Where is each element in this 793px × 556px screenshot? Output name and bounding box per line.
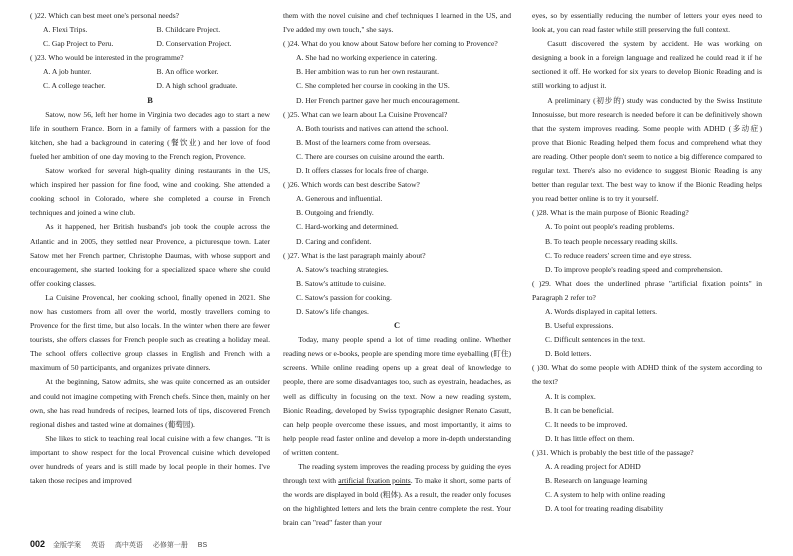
passage-b-paragraph: Satow worked for several high-quality dining restaurants in the US, which inspired her passion for fine food, wine and cooking. She attended a cooking school in Colorado, where she completed a course in French techniques and joined a wine club. xyxy=(30,166,270,218)
page-number: 002 xyxy=(30,539,46,549)
footer-edition: BS xyxy=(197,542,208,549)
option-b[interactable]: B. Satow's attitude to cuisine. xyxy=(296,278,386,288)
option-b[interactable]: B. To teach people necessary reading skills. xyxy=(545,236,678,246)
option-c[interactable]: C. Hard-working and determined. xyxy=(296,222,399,232)
option-b[interactable]: B. Research on language learning xyxy=(545,476,648,486)
passage-c-paragraph: Casutt discovered the system by accident. He was working on designing a book in a foreign language and realized he could read it if he sectioned it off. He worked for six years to develop Bionic Reading and is still working to adjust it. xyxy=(532,39,762,91)
question-22-options-row2 xyxy=(30,37,270,51)
option-c[interactable]: C. There are courses on cuisine around the earth. xyxy=(296,151,445,161)
passage-c-paragraph: A preliminary (初步的) study was conducted by the Swiss Institute Innosuisse, but more research is needed before it can be definitively shown that the system improves reading. Some people with ADHD (多动症) prove that Bionic Reading helped them focus and comprehend what they are reading. Other people don't seem to notice a big difference compared to regular text. There's also no evidence to suggest Bionic Reading is any better than regular text. The best way to know if the Bionic Reading helps you read better online is to try it yourself. xyxy=(532,95,762,204)
option-c[interactable]: C. It needs to be improved. xyxy=(545,419,628,429)
passage-b-paragraph: She likes to stick to teaching real local cuisine with a few changes. "It is important to show respect for the local Provencal cuisine which developed over hundreds of years and is still made by local people in their homes. I've taken those recipes and improved xyxy=(30,433,270,486)
footer-brand: 金版学案 xyxy=(52,542,81,549)
underlined-phrase: artificial fixation points xyxy=(338,476,411,486)
question-23-stem: ( )23. Who would be interested in the programme? xyxy=(30,53,184,63)
option-b[interactable]: B. It can be beneficial. xyxy=(545,405,614,415)
passage-c-paragraph xyxy=(283,460,511,530)
option-d[interactable]: D. To improve people's reading speed and comprehension. xyxy=(545,264,723,274)
question-28-stem: ( )28. What is the main purpose of Bionic Reading? xyxy=(532,208,689,218)
option-a[interactable]: A. A job hunter. xyxy=(43,67,92,77)
passage-b-paragraph: La Cuisine Provencal, her cooking school, finally opened in 2021. She now has customers from all over the world, mostly travellers coming to Provence for the first time, but also locals. In the winter when there are fewer tourists, she offers classes for French people such as creating a holiday meal. The school offers collective group classes in English and French with a maximum of 50 participants, and organizes private dinners. xyxy=(30,292,270,373)
option-d[interactable]: D. It offers classes for locals free of charge. xyxy=(296,166,429,176)
option-c[interactable]: C. A college teacher. xyxy=(43,81,106,91)
question-27-stem: ( )27. What is the last paragraph mainly about? xyxy=(283,250,426,260)
footer-book: 必修第一册 xyxy=(152,542,188,549)
footer-level: 高中英语 xyxy=(114,542,143,549)
page-footer xyxy=(30,539,215,550)
question-24-stem: ( )24. What do you know about Satow before her coming to Provence? xyxy=(283,39,498,49)
section-heading-b: B xyxy=(147,95,153,105)
passage-b-paragraph: As it happened, her British husband's job took the couple across the Atlantic and in 2005, they settled near Provence, a picturesque town. Later Satow met her French partner, Christophe Daumas, with whose support and encouragement, she started looking for a specialized space where she could offer cooking classes. xyxy=(30,222,270,288)
question-22-stem: ( )22. Which can best meet one's personal needs? xyxy=(30,11,180,20)
section-heading-c: C xyxy=(393,321,401,331)
paragraph-text: The reading system improves the reading process by guiding the eyes through text with xyxy=(283,462,511,486)
option-d[interactable]: D. Her French partner gave her much encouragement. xyxy=(296,95,460,105)
option-b[interactable]: B. Childcare Project. xyxy=(156,25,221,35)
option-a[interactable]: A. Both tourists and natives can attend the school. xyxy=(296,123,449,133)
option-d[interactable]: D. Satow's life changes. xyxy=(296,306,369,316)
option-b[interactable]: B. Outgoing and friendly. xyxy=(296,208,374,218)
passage-c-paragraph: Today, many people spend a lot of time reading online. Whether reading news or e-books, people are spending more time eyeballing (盯住) screens. While online reading opens up a great deal of knowledge to people, there are some disadvantages too, such as eyestrain, headaches, as well as difficulty in focusing on the text. Now a new reading system, Bionic Reading, developed by Swiss typographic designer Renato Casutt, can help people overcome these issues, and most importantly, it aims to help people read faster online and develop a more in-depth understanding of written content. xyxy=(283,335,511,457)
question-29-stem: ( )29. What does the underlined phrase "artificial fixation points" in Paragraph 2 refer to? xyxy=(532,278,762,302)
option-d[interactable]: D. Caring and confident. xyxy=(296,236,372,246)
option-d[interactable]: D. Bold letters. xyxy=(545,349,592,359)
option-a[interactable]: A. Words displayed in capital letters. xyxy=(545,306,658,316)
option-c[interactable]: C. Difficult sentences in the text. xyxy=(545,335,646,345)
option-d[interactable]: D. A tool for treating reading disability xyxy=(545,504,664,514)
question-25-stem: ( )25. What can we learn about La Cuisine Provencal? xyxy=(283,109,448,119)
option-c[interactable]: C. To reduce readers' screen time and eye stress. xyxy=(545,250,692,260)
option-c[interactable]: C. A system to help with online reading xyxy=(545,490,666,500)
column-middle xyxy=(283,9,511,530)
option-a[interactable]: A. To point out people's reading problems. xyxy=(545,222,675,232)
option-a[interactable]: A. Satow's teaching strategies. xyxy=(296,264,389,274)
footer-subject: 英语 xyxy=(90,542,105,549)
option-c[interactable]: C. Gap Project to Peru. xyxy=(43,39,114,49)
option-b[interactable]: B. Her ambition was to run her own restaurant. xyxy=(296,67,439,77)
option-c[interactable]: C. She completed her course in cooking in the US. xyxy=(296,81,450,91)
option-a[interactable]: A. A reading project for ADHD xyxy=(545,462,641,471)
option-a[interactable]: A. Generous and influential. xyxy=(296,194,383,204)
paragraph-text: . To make it short, some parts of the words are displayed in bold (粗体). As a result, the reader only focuses on the highlighted letters and lets the brain centre complete the rest. Your brain can "read" faster than your xyxy=(283,476,512,528)
question-22-options-row1 xyxy=(30,23,270,37)
question-23-options-row2 xyxy=(30,79,270,93)
option-a[interactable]: A. She had no working experience in catering. xyxy=(296,53,438,63)
column-left xyxy=(30,9,270,488)
question-31-stem: ( )31. Which is probably the best title of the passage? xyxy=(532,447,694,457)
column-right xyxy=(532,9,762,516)
option-d[interactable]: D. It has little effect on them. xyxy=(545,433,635,443)
question-23-options-row1 xyxy=(30,65,270,79)
option-a[interactable]: A. It is complex. xyxy=(545,391,596,401)
passage-c-continuation: eyes, so by essentially reducing the number of letters your eyes need to look at, you can read faster while still preserving the full context. xyxy=(532,11,762,35)
option-d[interactable]: D. A high school graduate. xyxy=(156,81,238,91)
option-a[interactable]: A. Flexi Trips. xyxy=(43,25,88,35)
option-d[interactable]: D. Conservation Project. xyxy=(156,39,232,49)
option-b[interactable]: B. An office worker. xyxy=(156,67,219,77)
option-b[interactable]: B. Most of the learners come from overseas. xyxy=(296,137,431,147)
question-26-stem: ( )26. Which words can best describe Satow? xyxy=(283,180,420,190)
passage-b-paragraph: At the beginning, Satow admits, she was quite concerned as an outsider and could not imagine competing with French chefs. Since then, mainly on her own, she has read hundreds of recipes, learned lots of tips, discovered French regional dishes and tasted wine at domaines (葡萄园). xyxy=(30,377,270,429)
option-b[interactable]: B. Useful expressions. xyxy=(545,321,614,331)
passage-b-paragraph: Satow, now 56, left her home in Virginia two decades ago to start a new life in southern France. Born in a family of farmers with a passion for the kitchen, she had a background in catering (餐饮业) and her love of food fueled her ambition of one day moving to the French region, Provence. xyxy=(30,109,270,161)
option-c[interactable]: C. Satow's passion for cooking. xyxy=(296,292,392,302)
passage-b-continuation: them with the novel cuisine and chef techniques I learned in the US, and I've added my own touch," she says. xyxy=(283,11,511,35)
question-30-stem: ( )30. What do some people with ADHD think of the system according to the text? xyxy=(532,363,762,387)
